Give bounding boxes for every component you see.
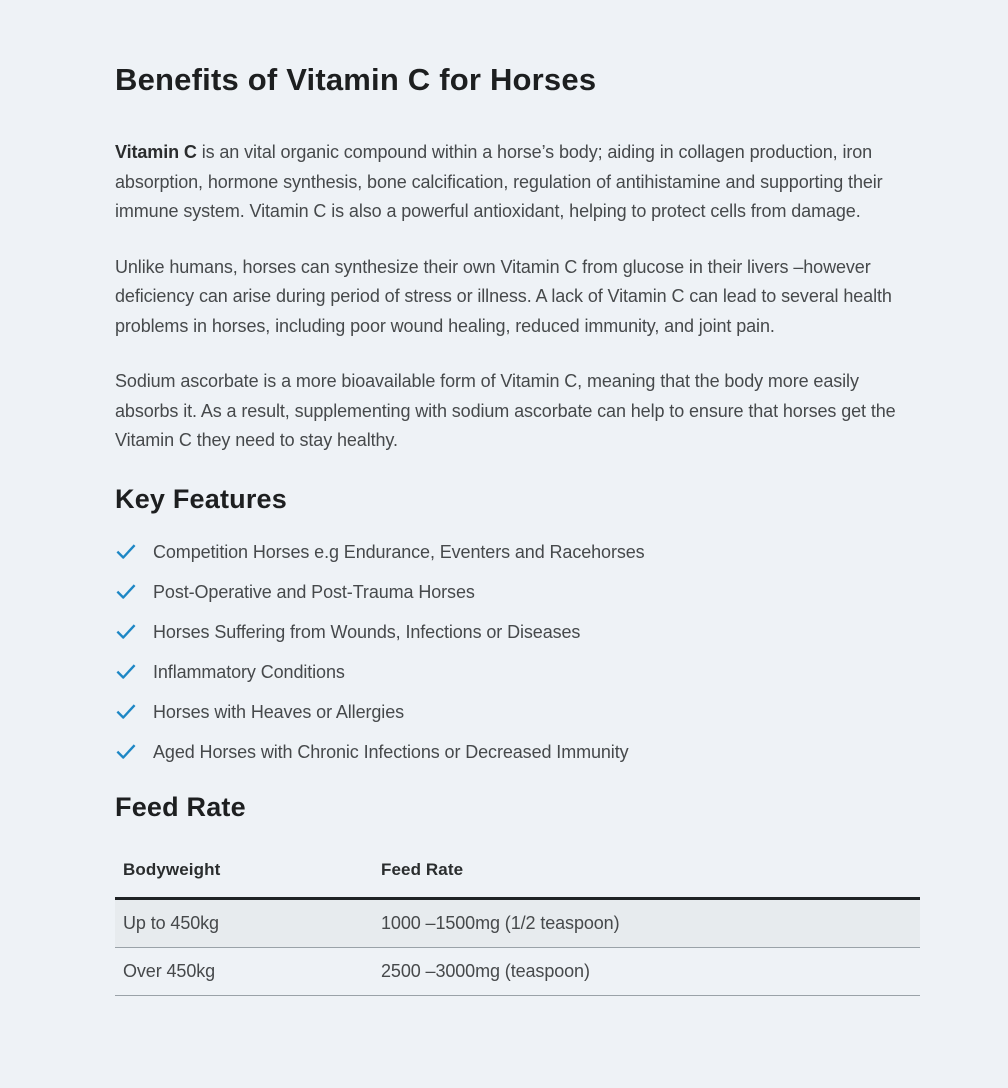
cell-bodyweight: Over 450kg — [123, 960, 216, 981]
list-item — [115, 660, 920, 684]
list-item — [115, 700, 920, 724]
check-icon — [115, 541, 153, 563]
intro-text: is an vital organic compound within a horse’s body; aiding in collagen production, iron absorption, hormone synthesis, bone calcification, regulation of antihistamine and supporting their immune system. Vitamin C is also a powerful antioxidant, helping to protect cells from damage. — [115, 142, 883, 221]
cell-bodyweight: Up to 450kg — [123, 912, 219, 933]
list-item-label: Horses Suffering from Wounds, Infections or Diseases — [153, 621, 581, 642]
key-features-list — [115, 540, 920, 764]
paragraph-sodium-ascorbate: Sodium ascorbate is a more bioavailable form of Vitamin C, meaning that the body more easily absorbs it. As a result, supplementing with sodium ascorbate can help to ensure that horses get the Vitamin C they need to stay healthy. — [115, 371, 896, 450]
table-header-row — [115, 848, 920, 899]
list-item-label: Horses with Heaves or Allergies — [153, 701, 405, 722]
list-item — [115, 580, 920, 604]
check-icon — [115, 581, 153, 603]
key-features-heading: Key Features — [115, 483, 287, 514]
table-header — [115, 848, 920, 899]
intro-paragraph — [115, 138, 907, 227]
check-icon — [115, 661, 153, 683]
list-item — [115, 620, 920, 644]
content-column — [115, 62, 920, 996]
column-header-feed-rate: Feed Rate — [381, 859, 464, 879]
list-item-label: Post-Operative and Post-Trauma Horses — [153, 581, 475, 602]
check-icon — [115, 701, 153, 723]
page-title: Benefits of Vitamin C for Horses — [115, 62, 597, 97]
cell-feed-rate: 2500 –3000mg (teaspoon) — [381, 960, 590, 981]
table-row — [115, 898, 920, 947]
cell-feed-rate: 1000 –1500mg (1/2 teaspoon) — [381, 912, 620, 933]
column-header-bodyweight: Bodyweight — [123, 859, 221, 879]
feed-rate-heading: Feed Rate — [115, 791, 246, 822]
list-item — [115, 540, 920, 564]
paragraph-synthesis: Unlike humans, horses can synthesize their own Vitamin C from glucose in their livers –however deficiency can arise during period of stress or illness. A lack of Vitamin C can lead to several health problems in horses, including poor wound healing, reduced immunity, and joint pain. — [115, 256, 892, 336]
feed-rate-table — [115, 848, 920, 996]
list-item-label: Aged Horses with Chronic Infections or Decreased Immunity — [153, 741, 629, 762]
list-item-label: Inflammatory Conditions — [153, 661, 345, 682]
table-row — [115, 947, 920, 995]
check-icon — [115, 741, 153, 763]
list-item — [115, 740, 920, 764]
table-body — [115, 898, 920, 995]
check-icon — [115, 621, 153, 643]
intro-bold-lead: Vitamin C — [115, 142, 197, 162]
list-item-label: Competition Horses e.g Endurance, Eventers and Racehorses — [153, 541, 645, 562]
